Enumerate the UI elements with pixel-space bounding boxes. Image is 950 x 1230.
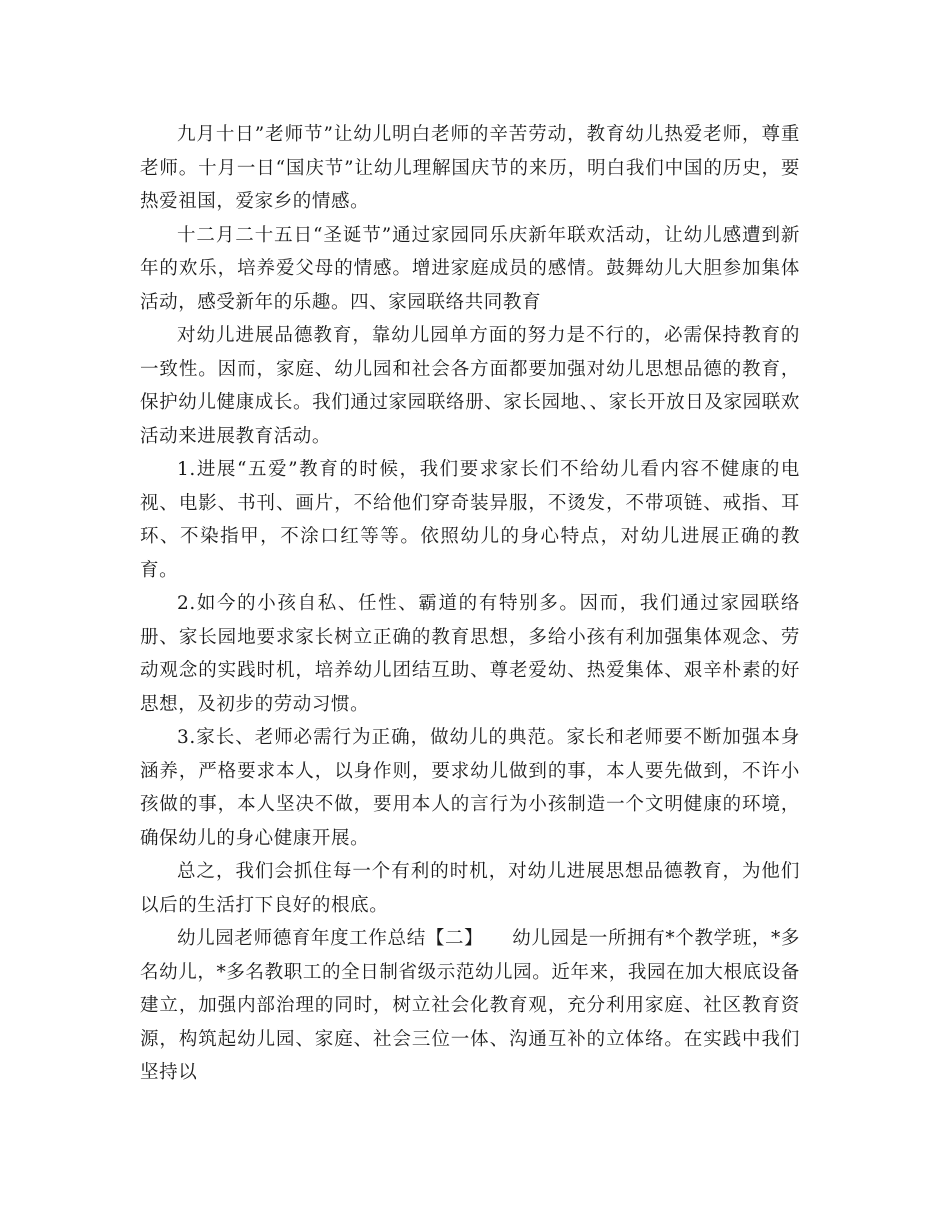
paragraph-home-school-cooperation: 对幼儿进展品德教育，靠幼儿园单方面的努力是不行的，必需保持教育的一致性。因而，家庭、幼儿园和社会各方面都要加强对幼儿思想品德的教育，保护幼儿健康成长。我们通过家园联络册、家长园地、、家长开放日及家园联欢活动来进展教育活动。 xyxy=(140,325,800,447)
paragraph-christmas-newyear: 十二月二十五日“圣诞节”通过家园同乐庆新年联欢活动，让幼儿感遭到新年的欢乐，培养爱父母的情感。增进家庭成员的感情。鼓舞幼儿大胆参加集体活动，感受新年的乐趣。四、家园联络共同教育 xyxy=(140,224,800,313)
paragraph-holidays-teacher-national: 九月十日”老师节”让幼儿明白老师的辛苦劳动，教育幼儿热爱老师，尊重老师。十月一日“国庆节”让幼儿理解国庆节的来历，明白我们中国的历史，要热爱祖国，爱家乡的情感。 xyxy=(140,124,800,212)
document-body xyxy=(140,118,800,1090)
paragraph-item-2: 2.如今的小孩自私、任性、霸道的有特别多。因而，我们通过家园联络册、家长园地要求家长树立正确的教育思想，多给小孩有利加强集体观念、劳动观念的实践时机，培养幼儿团结互助、尊老爱幼、热爱集体、艰辛朴素的好思想，及初步的劳动习惯。 xyxy=(140,593,800,715)
paragraph-item-1: 1.进展“五爱”教育的时候，我们要求家长们不给幼儿看内容不健康的电视、电影、书刊、画片，不给他们穿奇装异服，不烫发，不带项链、戒指、耳环、不染指甲，不涂口红等等。依照幼儿的身心特点，对幼儿进展正确的教育。 xyxy=(140,459,800,581)
paragraph-conclusion: 总之，我们会抓住每一个有利的时机，对幼儿进展思想品德教育，为他们以后的生活打下良好的根底。 xyxy=(140,861,800,916)
paragraph-item-3: 3.家长、老师必需行为正确，做幼儿的典范。家长和老师要不断加强本身涵养，严格要求本人，以身作则，要求幼儿做到的事，本人要先做到，不许小孩做的事，本人坚决不做，要用本人的言行为小孩制造一个文明健康的环境，确保幼儿的身心健康开展。 xyxy=(140,727,800,849)
paragraph-summary-two: 幼儿园老师德育年度工作总结【二】 幼儿园是一所拥有*个教学班，*多名幼儿，*多名教职工的全日制省级示范幼儿园。近年来，我园在加大根底设备建立，加强内部治理的同时，树立社会化教育观，充分利用家庭、社区教育资源，构筑起幼儿园、家庭、社会三位一体、沟通互补的立体络。在实践中我们坚持以 xyxy=(140,928,800,1083)
